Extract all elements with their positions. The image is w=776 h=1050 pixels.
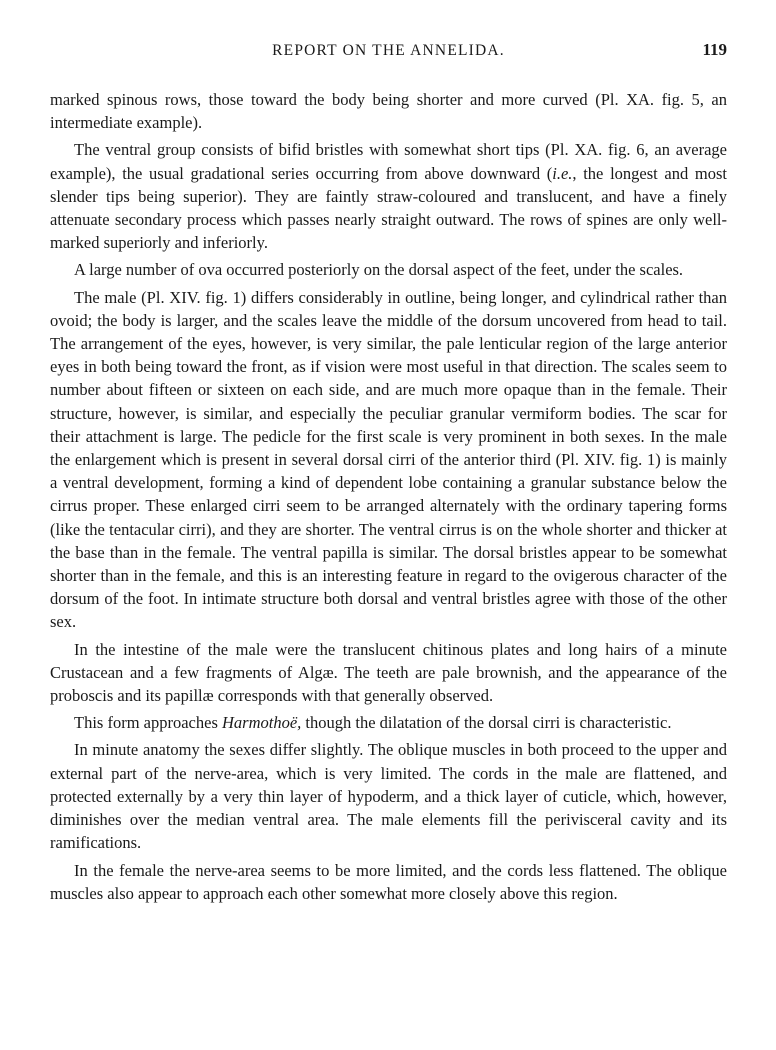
paragraph-text: , the longest and most slender tips being superior). They are faintly straw-coloured and translucent, and have a finely attenuate secondary process which passes nearly straight outward. The rows of spines are only well-marked superiorly and inferiorly. <box>50 163 728 253</box>
page-number: 119 <box>702 40 727 59</box>
paragraph <box>50 138 727 254</box>
running-header <box>50 42 727 82</box>
paragraph: In the female the nerve-area seems to be more limited, and the cords less flattened. The oblique muscles also appear to approach each other somewhat more closely above this region. <box>50 860 727 903</box>
italic-text: i.e. <box>552 163 573 183</box>
paragraph: In the intestine of the male were the translucent chitinous plates and long hairs of a minute Crustacean and a few fragments of Algæ. The teeth are pale brownish, and the appearance of the proboscis and its papillæ corresponds with that generally observed. <box>50 639 727 706</box>
paragraph: In minute anatomy the sexes differ slightly. The oblique muscles in both proceed to the upper and external part of the nerve-area, which is very limited. The cords in the male are flattened, and protected externally by a very thin layer of hypoderm, and a thick layer of cuticle, which, however, diminishes over the median ventral area. The male elements fill the perivisceral cavity and its ramifications. <box>50 740 727 853</box>
document-page <box>50 0 727 909</box>
paragraph <box>50 711 727 734</box>
running-title: REPORT ON THE ANNELIDA. <box>272 42 505 59</box>
paragraph: marked spinous rows, those toward the body being shorter and more curved (Pl. XA. fig. 5, an intermediate example). <box>50 90 727 133</box>
paragraph-text: though the dilatation of the dorsal cirri is characteristic. <box>301 713 672 733</box>
body-text <box>50 88 727 905</box>
italic-text: Harmothoë, <box>222 713 302 733</box>
paragraph: The male (Pl. XIV. fig. 1) differs considerably in outline, being longer, and cylindrical rather than ovoid; the body is larger, and the scales leave the middle of the dorsum uncovered from head to tail. The arrangement of the eyes, however, is very similar, the pale lenticular region of the large anterior eyes in both being toward the front, as if vision were most useful in that direction. The scales seem to number about fifteen or sixteen on each side, and are much more opaque than in the female. Their structure, however, is similar, and especially the peculiar granular vermiform bodies. The scar for their attachment is large. The pedicle for the first scale is very prominent in both sexes. In the male the enlargement which is present in several dorsal cirri of the anterior third (Pl. XIV. fig. 1) is mainly a ventral development, forming a kind of dependent lobe containing a granular substance below the cirrus proper. These enlarged cirri seem to be arranged alternately with the ordinary tapering forms (like the tentacular cirri), and they are shorter. The ventral cirrus is on the whole shorter and thicker at the base than in the female. The ventral papilla is similar. The dorsal bristles appear to be somewhat shorter than in the female, and this is an interesting feature in regard to the ovigerous character of the dorsum of the foot. In intimate structure both dorsal and ventral bristles agree with those of the other sex. <box>50 287 727 632</box>
paragraph: A large number of ova occurred posteriorly on the dorsal aspect of the feet, under the scales. <box>74 260 684 280</box>
paragraph-text: This form approaches <box>74 713 222 733</box>
paragraph-text: The ventral group consists of bifid bristles with somewhat short tips (Pl. XA. fig. 6, an average example), the usual gradational series occurring from above downward ( <box>50 140 727 183</box>
